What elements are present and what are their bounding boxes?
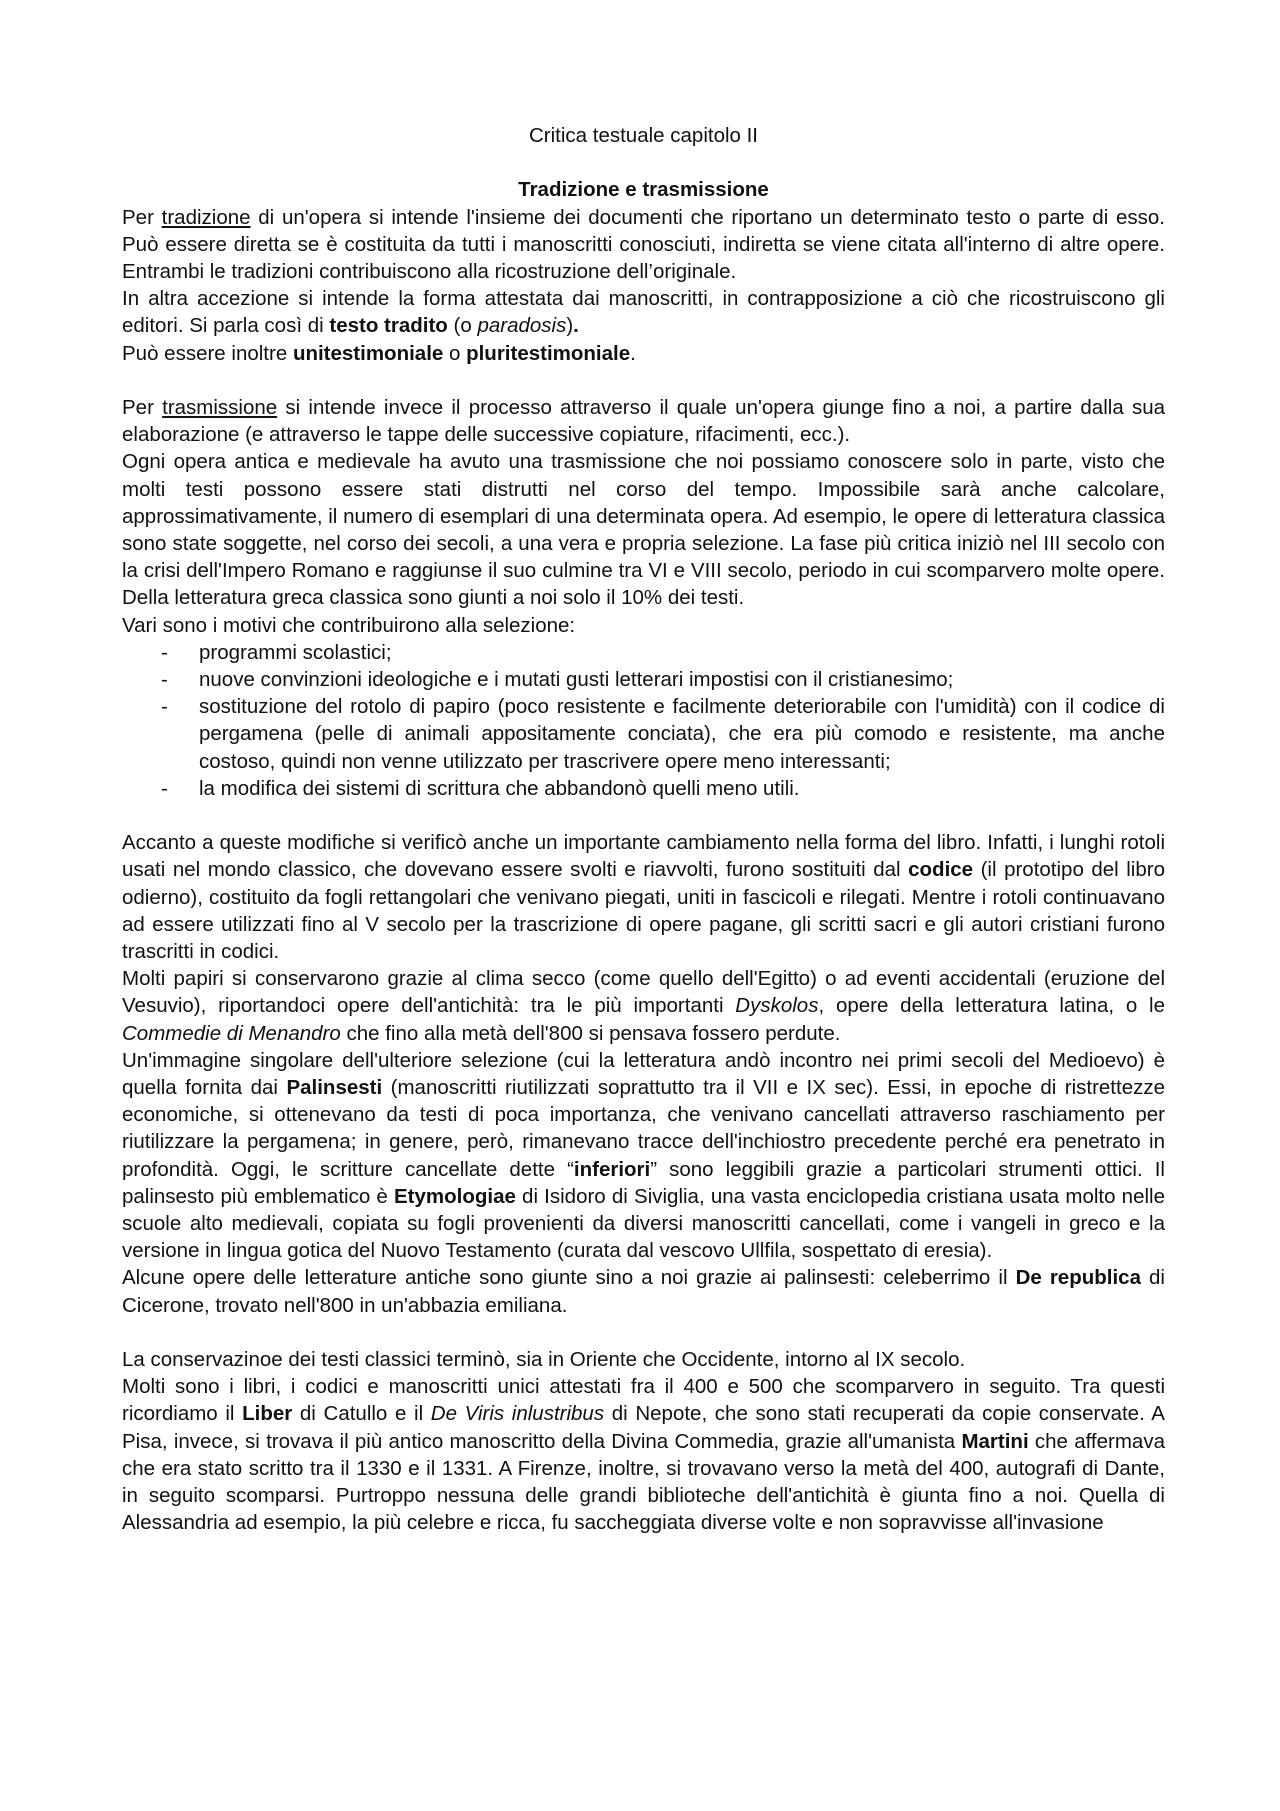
spacer bbox=[122, 802, 1165, 829]
spacer bbox=[122, 149, 1165, 176]
text: , opere della letteratura latina, o le bbox=[818, 994, 1165, 1018]
paragraph-codice bbox=[122, 829, 1165, 965]
text: o bbox=[443, 341, 467, 365]
text: (manoscritti riutilizzati soprattutto tra il VII e IX sec). Essi, in epoche di ristrettezze economiche, si ottenevano da testi di poca importanza, che venivano cancellati attraverso raschiamento per riutilizzare la pergamena; in genere, però, rimanevano tracce dell'inchiostro precedente perché era penetrato in profondità. Oggi, le scritture cancellate dette “ bbox=[122, 1076, 1165, 1181]
spacer bbox=[122, 1319, 1165, 1346]
paragraph-de-republica bbox=[122, 1264, 1165, 1318]
text: ) bbox=[566, 314, 574, 338]
text: ” sono leggibili grazie a particolari strumenti ottici. Il palinsesto più emblematico è bbox=[122, 1157, 1165, 1208]
document-title: Critica testuale capitolo II bbox=[528, 124, 759, 147]
text: Molti papiri si conservarono grazie al clima secco (come quello dell'Egitto) o ad eventi accidentali (eruzione del Vesuvio), riportandoci opere dell'antichità: tra le più importanti bbox=[122, 967, 1165, 1018]
list-item: - la modifica dei sistemi di scrittura che abbandonò quelli meno utili. bbox=[199, 775, 1165, 802]
italic-term-commedie: Commedie di Menandro bbox=[122, 1021, 341, 1045]
text: Può essere inoltre bbox=[122, 341, 293, 365]
text: Molti sono i libri, i codici e manoscritti unici attestati fra il 400 e 500 che scomparvero in seguito. Tra questi ricordiamo il bbox=[122, 1375, 1165, 1426]
spacer bbox=[122, 367, 1165, 394]
text: Per bbox=[122, 205, 162, 229]
bold-term-testo-tradito: testo tradito bbox=[329, 314, 448, 338]
paragraph-accezione bbox=[122, 285, 1165, 339]
underlined-term-tradizione: tradizione bbox=[161, 205, 251, 229]
paragraph-papiri bbox=[122, 965, 1165, 1047]
bold-term-de-republica: De republica bbox=[1015, 1266, 1141, 1290]
text: che fino alla metà dell'800 si pensava fossero perdute. bbox=[340, 1021, 841, 1045]
section-heading bbox=[122, 176, 1165, 203]
bold-term-inferiori: inferiori bbox=[573, 1157, 651, 1181]
paragraph-tradizione bbox=[122, 204, 1165, 286]
text: di un'opera si intende l'insieme dei documenti che riportano un determinato testo o parte di esso. Può essere diretta se è costituita da tutti i manoscritti conosciuti, indiretta se viene citata all'interno di altre opere. Entrambi le tradizioni contribuiscono alla ricostruzione dell’originale. bbox=[122, 205, 1165, 283]
bold-term-unitestimoniale: unitestimoniale bbox=[292, 341, 444, 365]
bold-period: . bbox=[573, 314, 579, 338]
text: di Isidoro di Siviglia, una vasta enciclopedia cristiana usata molto nelle scuole alto medievali, copiata su fogli provenienti da diversi manoscritti cancellati, come i vangeli in greco e la versione in lingua gotica del Nuovo Testamento (curata dal vescovo Ullfila, sospettato di eresia). bbox=[122, 1184, 1165, 1263]
text: che affermava che era stato scritto tra il 1330 e il 1331. A Firenze, inoltre, si trovavano verso la metà del 400, autografi di Dante, in seguito scomparsi. Purtroppo nessuna delle grandi biblioteche dell'antichità è giunta fino a noi. Quella di Alessandria ad esempio, la più celebre e ricca, fu saccheggiata diverse volte e non sopravvisse all'invasione bbox=[122, 1429, 1165, 1535]
text: di Cicerone, trovato nell'800 in un'abbazia emiliana. bbox=[122, 1266, 1165, 1317]
list-item: - programmi scolastici; bbox=[199, 639, 1165, 666]
paragraph-conservazione: La conservazinoe dei testi classici terminò, sia in Oriente che Occidente, intorno al IX secolo. bbox=[122, 1348, 966, 1372]
text: si intende invece il processo attraverso il quale un'opera giunge fino a noi, a partire dalla sua elaborazione (e attraverso le tappe delle successive copiature, rifacimenti, ecc.). bbox=[122, 396, 1165, 447]
paragraph-testimoniale bbox=[122, 340, 1165, 367]
italic-term-paradosis: paradosis bbox=[477, 314, 567, 338]
paragraph-motivi: Vari sono i motivi che contribuirono alla selezione: bbox=[122, 613, 576, 637]
bold-term-liber: Liber bbox=[242, 1402, 293, 1426]
text: In altra accezione si intende la forma attestata dai manoscritti, in contrapposizione a ciò che ricostruiscono gli editori. Si parla così di bbox=[122, 287, 1165, 338]
text: (o bbox=[447, 314, 478, 338]
paragraph-palinsesti bbox=[122, 1047, 1165, 1265]
bold-term-palinsesti: Palinsesti bbox=[286, 1076, 383, 1100]
list-item: - sostituzione del rotolo di papiro (poco resistente e facilmente deteriorabile con l'umidità) con il codice di pergamena (pelle di animali appositamente conciata), che era più comodo e resistente, ma anche costoso, quindi non venne utilizzato per trascrivere opere meno interessanti; bbox=[199, 693, 1165, 775]
italic-term-dyskolos: Dyskolos bbox=[735, 994, 819, 1018]
text: Alcune opere delle letterature antiche sono giunte sino a noi grazie ai palinsesti: celeberrimo il bbox=[122, 1266, 1016, 1290]
bold-term-codice: codice bbox=[908, 858, 974, 882]
text: Per bbox=[122, 396, 163, 419]
paragraph-libri-scomparsi bbox=[122, 1373, 1165, 1536]
text: di Nepote, che sono stati recuperati da copie conservate. A Pisa, invece, si trovava il più antico manoscritto della Divina Commedia, grazie all'umanista bbox=[122, 1402, 1165, 1453]
paragraph-opera-antica: Ogni opera antica e medievale ha avuto una trasmissione che noi possiamo conoscere solo in parte, visto che molti testi possono essere stati distrutti nel corso del tempo. Impossibile sarà anche calcolare, approssimativamente, il numero di esemplari di una determinata opera. Ad esempio, le opere di letteratura classica sono state soggette, nel corso dei secoli, a una vera e propria selezione. La fase più critica iniziò nel III secolo con la crisi dell'Impero Romano e raggiunse il suo culmine tra VI e VIII secolo, periodo in cui scomparvero molte opere. Della letteratura greca classica sono giunti a noi solo il 10% dei testi. bbox=[122, 450, 1165, 610]
bold-term-etymologiae: Etymologiae bbox=[393, 1184, 516, 1208]
text: Accanto a queste modifiche si verificò anche un importante cambiamento nella forma del libro. Infatti, i lunghi rotoli usati nel mondo classico, che dovevano essere svolti e riavvolti, furono sostituiti dal bbox=[122, 831, 1165, 882]
section-heading-text: Tradizione e trasmissione bbox=[518, 178, 769, 202]
bold-term-pluritestimoniale: pluritestimoniale bbox=[466, 341, 631, 365]
list-item: - nuove convinzioni ideologiche e i mutati gusti letterari impostisi con il cristianesimo; bbox=[199, 666, 1165, 693]
text: . bbox=[630, 341, 636, 365]
text: di Catullo e il bbox=[292, 1402, 431, 1426]
underlined-term-trasmissione: trasmissione bbox=[162, 396, 278, 419]
italic-term-de-viris: De Viris inlustribus bbox=[430, 1402, 605, 1426]
bold-term-martini: Martini bbox=[961, 1429, 1029, 1453]
paragraph-trasmissione bbox=[122, 394, 1165, 448]
text: Un'immagine singolare dell'ulteriore selezione (cui la letteratura andò incontro nei primi secoli del Medioevo) è quella fornita dai bbox=[122, 1048, 1165, 1100]
reasons-list bbox=[122, 639, 1165, 802]
text: (il prototipo del libro odierno), costituito da fogli rettangolari che venivano piegati, uniti in fascicoli e rilegati. Mentre i rotoli continuavano ad essere utilizzati fino al V secolo per la trascrizione di opere pagane, gli scritti sacri e gli autori cristiani furono trascritti in codici. bbox=[122, 858, 1165, 964]
